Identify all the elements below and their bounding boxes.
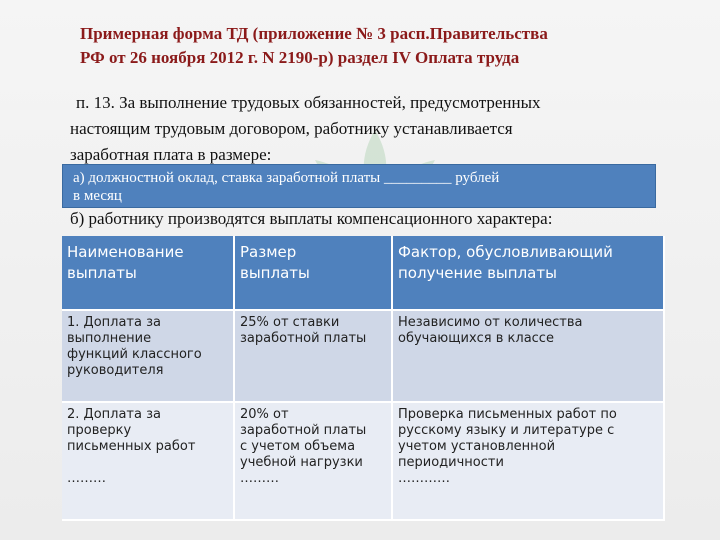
cell-payment-size: 20% от заработной платы с учетом объема учебной нагрузки ……… <box>234 402 392 520</box>
paragraph-line-1: п. 13. За выполнение трудовых обязанностей, предусмотренных <box>76 93 541 112</box>
cell-payment-name: 2. Доплата за проверку письменных работ ……… <box>62 402 234 520</box>
cell-payment-factor: Проверка письменных работ по русскому языку и литературе с учетом установленной периодичности ………… <box>392 402 664 520</box>
table-row <box>62 402 664 520</box>
callout-line-1: а) должностной оклад, ставка заработной платы _________ рублей <box>73 170 500 186</box>
header-payment-factor: Фактор, обусловливающий получение выплаты <box>392 236 664 310</box>
table-header-row <box>62 236 664 310</box>
header-payment-name: Наименование выплаты <box>62 236 234 310</box>
payments-table <box>62 236 665 521</box>
cell-payment-size: 25% от ставки заработной платы <box>234 310 392 402</box>
title-line-1: Примерная форма ТД (приложение № 3 расп.Правительства <box>80 24 548 43</box>
compensation-paragraph: б) работнику производятся выплаты компенсационного характера: <box>70 209 553 228</box>
paragraph-line-3: заработная плата в размере: <box>70 145 272 164</box>
paragraph-line-2: настоящим трудовым договором, работнику устанавливается <box>70 119 513 138</box>
salary-callout <box>62 164 656 208</box>
callout-line-2: в месяц <box>73 188 122 204</box>
table-row <box>62 310 664 402</box>
header-payment-size: Размер выплаты <box>234 236 392 310</box>
title-line-2: РФ от 26 ноября 2012 г. N 2190-р) раздел IV Оплата труда <box>80 48 520 67</box>
paragraph-13 <box>70 90 690 168</box>
cell-payment-name: 1. Доплата за выполнение функций классного руководителя <box>62 310 234 402</box>
slide-title <box>80 22 680 70</box>
cell-payment-factor: Независимо от количества обучающихся в классе <box>392 310 664 402</box>
